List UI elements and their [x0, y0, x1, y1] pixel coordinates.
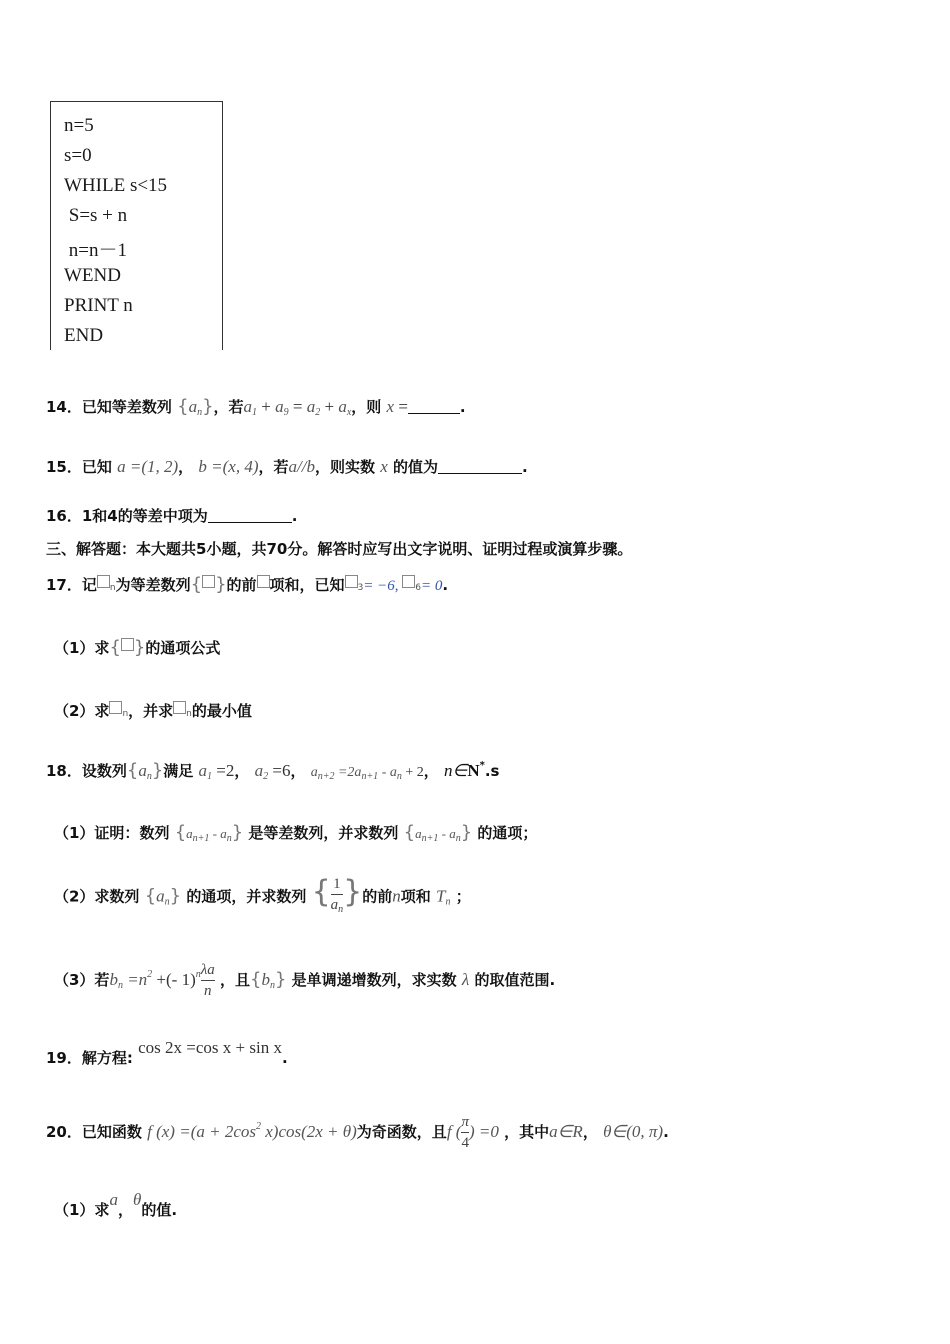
question-number: 20． [46, 1123, 82, 1141]
q18-part-1 [54, 822, 537, 844]
brace-right: } [133, 637, 146, 658]
math: a [275, 397, 284, 416]
brace-left: { [144, 885, 157, 907]
math: a [330, 897, 339, 913]
separator: ， [178, 458, 194, 476]
brace-right: } [231, 822, 244, 843]
brace-right: } [215, 574, 227, 595]
math: =n [122, 970, 148, 989]
math: n+1 [361, 771, 379, 782]
math: = −6, [363, 578, 403, 594]
math: +(- 1) [152, 970, 196, 989]
math: x [346, 407, 352, 418]
answer-blank[interactable] [208, 508, 292, 523]
math: 1 [252, 407, 258, 418]
brace-right: } [202, 396, 214, 417]
math: n∈ [444, 761, 468, 780]
math: f (x) =(a + 2cos [147, 1122, 256, 1141]
math: x)cos(2x + θ) [260, 1122, 357, 1141]
q15-text: ，若 [258, 458, 289, 476]
brace-left: { [126, 760, 139, 781]
missing-glyph-icon [173, 701, 186, 714]
part-text: 的前 [362, 887, 393, 906]
separator: ， [582, 1123, 598, 1141]
math: 2 [315, 407, 321, 418]
part-text: ，并求 [128, 702, 174, 720]
q14-text: 已知等差数列 [81, 398, 172, 416]
part-text: 的最小值 [191, 702, 252, 720]
q15-text: ，则实数 [314, 458, 375, 476]
q18-part-3 [54, 960, 555, 1001]
math: 1 [207, 771, 213, 782]
subscript: n [186, 709, 192, 719]
q18-text: 满足 [163, 762, 194, 780]
math: n+1 [192, 833, 210, 844]
brace-right: } [460, 822, 473, 843]
seq-symbol: a [188, 397, 198, 416]
math: n [396, 771, 402, 782]
math: a [310, 765, 318, 780]
math: θ∈(0, π) [603, 1122, 664, 1141]
part-text: 的值. [141, 1201, 178, 1219]
math: a [198, 761, 208, 780]
math: - a [378, 765, 397, 780]
brace-left: { [177, 396, 189, 417]
fraction [201, 960, 215, 1001]
part-label: （1）证明：数列 [54, 824, 170, 842]
q18-text: 设数列 [81, 762, 127, 780]
brace-left: { [403, 822, 416, 843]
math: =2 [212, 761, 235, 780]
question-19 [46, 1038, 288, 1068]
math: cos 2x =cos x + sin x [138, 1038, 282, 1057]
math: a [415, 826, 422, 841]
math: n [117, 980, 123, 991]
math: a [338, 397, 347, 416]
math: a =(1, 2) [117, 457, 179, 476]
math: n [164, 896, 170, 908]
math: = [288, 397, 307, 416]
section-heading: 三、解答题：本大题共5小题，共70分。解答时应写出文字说明、证明过程或演算步骤。 [46, 540, 633, 558]
math: n [445, 896, 451, 908]
period: . [459, 398, 466, 416]
math: a [156, 886, 165, 906]
separator: ， [290, 762, 306, 780]
part-label: （2）求数列 [54, 887, 140, 906]
fraction-numerator: π [461, 1114, 469, 1130]
part-text: ，且 [219, 971, 250, 989]
math: n [392, 886, 401, 906]
math: = [394, 397, 408, 416]
math: f ( [446, 1122, 462, 1141]
part-text: 项和 [400, 887, 431, 906]
math: ) =0 [468, 1122, 499, 1141]
answer-blank[interactable] [408, 399, 460, 414]
math: = 0 [421, 578, 443, 594]
q18-text: .s [484, 762, 500, 780]
math: a [254, 761, 264, 780]
question-number: 15． [46, 458, 82, 476]
part-text: 是等差数列，并求数列 [248, 824, 399, 842]
brace-left: { [311, 874, 331, 910]
q20-text: ，其中 [504, 1123, 550, 1141]
math: n [226, 833, 232, 844]
question-number: 19． [46, 1049, 82, 1067]
fraction-numerator: 1 [333, 876, 341, 892]
math: 2 [255, 1121, 261, 1132]
brace-right: } [151, 760, 164, 781]
fraction [331, 874, 344, 920]
math: n+2 [317, 771, 335, 782]
q18-part-2 [54, 874, 471, 920]
math: * [479, 760, 485, 771]
brace-right: } [169, 885, 182, 907]
q14-text: ，则 [351, 398, 382, 416]
math: a∈R [549, 1122, 583, 1141]
missing-glyph-icon [345, 575, 358, 588]
q19-text: 解方程: [81, 1049, 133, 1067]
brace-right: } [274, 969, 287, 990]
period: . [522, 458, 528, 476]
q17-text: 项和，已知 [269, 576, 345, 594]
q17-text: 的前 [226, 576, 257, 594]
math: n [146, 771, 152, 782]
fraction-numerator: λa [200, 962, 215, 978]
part-text: 的通项； [477, 824, 538, 842]
part-label: （1）求 [54, 639, 110, 657]
q16-text: 1和4的等差中项为 [81, 507, 208, 525]
subscript: 6 [415, 583, 422, 593]
math: n+1 [421, 833, 439, 844]
q17-text: 为等差数列 [115, 576, 191, 594]
question-number: 18． [46, 762, 82, 780]
separator: ， [234, 762, 250, 780]
math: a [138, 761, 147, 780]
brace-right: } [343, 874, 363, 910]
separator: ， [423, 762, 439, 780]
q15-text: 已知 [81, 458, 112, 476]
period: . [663, 1123, 669, 1141]
math: a [186, 826, 193, 841]
question-15 [46, 456, 528, 477]
code-line: S=s + n [64, 205, 128, 226]
question-14 [46, 396, 466, 418]
question-number: 16． [46, 507, 82, 525]
code-box [50, 101, 223, 350]
math: n [455, 833, 461, 844]
code-line: n=n－1 [64, 240, 127, 261]
part-text: 的通项，并求数列 [186, 887, 307, 906]
part-text: ； [455, 887, 471, 906]
code-line: WHILE s<15 [64, 175, 168, 196]
brace-left: { [174, 822, 187, 843]
math: x [380, 457, 388, 476]
math: + [257, 397, 276, 416]
missing-glyph-icon [109, 701, 122, 714]
math: N [467, 761, 480, 780]
q17-text: 记 [81, 576, 97, 594]
math: a [109, 1190, 118, 1209]
missing-glyph-icon [257, 575, 270, 588]
question-20 [46, 1112, 669, 1153]
subscript: n [122, 709, 129, 719]
math: 2 [263, 771, 269, 782]
q20-part-1 [54, 1190, 177, 1220]
part-label: （1）求 [54, 1201, 110, 1219]
math: b [261, 970, 270, 989]
q15-text: 的值为 [393, 458, 439, 476]
question-number: 14． [46, 398, 82, 416]
seq-subscript: n [197, 407, 203, 418]
fraction-denominator: 4 [461, 1132, 469, 1153]
math: 2 [147, 969, 153, 980]
math: a//b [288, 457, 315, 476]
math: =2a [334, 765, 362, 780]
subscript: 3 [357, 583, 364, 593]
code-line: WEND [64, 265, 121, 286]
brace-left: { [109, 637, 121, 658]
part-label: （2）求 [54, 702, 110, 720]
code-line: s=0 [64, 145, 92, 166]
math: 9 [283, 407, 289, 418]
subscript: n [109, 583, 116, 593]
math: a [243, 397, 253, 416]
missing-glyph-icon [202, 575, 215, 588]
part-text: 的通项公式 [145, 639, 221, 657]
math: + 2 [401, 765, 424, 780]
period: . [442, 576, 449, 594]
question-17 [46, 574, 448, 595]
math: - a [438, 826, 456, 841]
math: T [436, 886, 446, 906]
math: b =(x, 4) [198, 457, 259, 476]
q20-text: 为奇函数，且 [356, 1123, 447, 1141]
math: n [269, 980, 275, 991]
code-line: n=5 [64, 115, 94, 136]
separator: ， [117, 1201, 133, 1219]
answer-blank[interactable] [438, 459, 522, 474]
part-text: 的取值范围. [474, 971, 556, 989]
missing-glyph-icon [402, 575, 415, 588]
question-number: 17． [46, 576, 82, 594]
math: n [338, 904, 344, 915]
brace-left: { [250, 969, 262, 990]
math: n [195, 969, 201, 980]
q20-text: 已知函数 [81, 1123, 142, 1141]
math: + [320, 397, 339, 416]
part-label: （3）若 [54, 971, 110, 989]
math: - a [209, 826, 227, 841]
math: λ [461, 970, 470, 989]
fraction-denominator [331, 894, 344, 920]
brace-left: { [190, 574, 203, 595]
q17-part-2 [54, 700, 252, 721]
missing-glyph-icon [97, 575, 110, 588]
q17-part-1 [54, 637, 220, 658]
period: . [281, 1049, 288, 1067]
q14-text: ，若 [213, 398, 244, 416]
part-text: 是单调递增数列，求实数 [291, 971, 457, 989]
math: b [109, 970, 118, 989]
math: a [306, 397, 316, 416]
math: =6 [268, 761, 291, 780]
code-line: END [64, 325, 104, 346]
fraction-denominator: n [201, 980, 215, 1001]
fraction [461, 1112, 469, 1153]
math: θ [132, 1190, 142, 1209]
math: x [386, 397, 395, 416]
code-line: PRINT n [64, 295, 133, 316]
missing-glyph-icon [121, 638, 134, 651]
question-18 [46, 760, 499, 782]
question-16 [46, 505, 297, 526]
period: . [291, 507, 298, 525]
